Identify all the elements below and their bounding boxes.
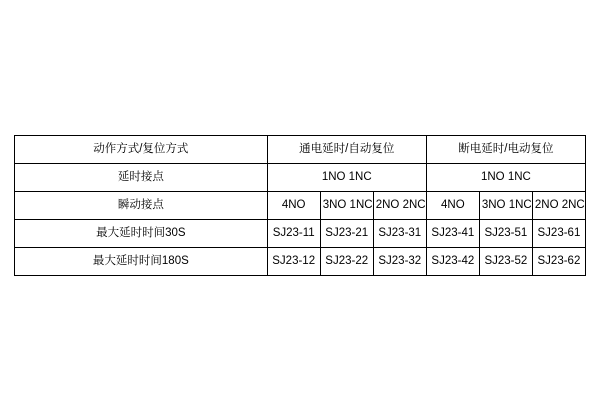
table-cell: 2NO 2NC xyxy=(373,192,426,220)
table-cell: SJ23-12 xyxy=(267,248,320,276)
max-delay-180s-row xyxy=(15,248,586,276)
row-header-cell: 延时接点 xyxy=(15,164,268,192)
table-cell: 3NO 1NC xyxy=(479,192,532,220)
table-cell: SJ23-22 xyxy=(320,248,373,276)
relay-model-spec-table xyxy=(14,135,586,276)
table-cell: SJ23-11 xyxy=(267,220,320,248)
row-header-cell: 最大延时时间30S xyxy=(15,220,268,248)
spec-table-container xyxy=(14,135,586,276)
table-cell: SJ23-61 xyxy=(532,220,585,248)
max-delay-30s-row xyxy=(15,220,586,248)
table-cell: 断电延时/电动复位 xyxy=(426,136,585,164)
table-cell: SJ23-42 xyxy=(426,248,479,276)
table-cell: SJ23-52 xyxy=(479,248,532,276)
table-cell: 1NO 1NC xyxy=(426,164,585,192)
action-reset-mode-row xyxy=(15,136,586,164)
table-cell: SJ23-62 xyxy=(532,248,585,276)
instant-contact-row xyxy=(15,192,586,220)
table-cell: 2NO 2NC xyxy=(532,192,585,220)
row-header-cell: 最大延时时间180S xyxy=(15,248,268,276)
table-cell: SJ23-41 xyxy=(426,220,479,248)
table-cell: 通电延时/自动复位 xyxy=(267,136,426,164)
table-cell: SJ23-21 xyxy=(320,220,373,248)
delay-contact-row xyxy=(15,164,586,192)
table-cell: 3NO 1NC xyxy=(320,192,373,220)
table-cell: 1NO 1NC xyxy=(267,164,426,192)
table-cell: SJ23-31 xyxy=(373,220,426,248)
row-header-cell: 动作方式/复位方式 xyxy=(15,136,268,164)
table-cell: 4NO xyxy=(267,192,320,220)
table-body xyxy=(15,136,586,276)
row-header-cell: 瞬动接点 xyxy=(15,192,268,220)
table-cell: SJ23-51 xyxy=(479,220,532,248)
table-cell: SJ23-32 xyxy=(373,248,426,276)
table-cell: 4NO xyxy=(426,192,479,220)
